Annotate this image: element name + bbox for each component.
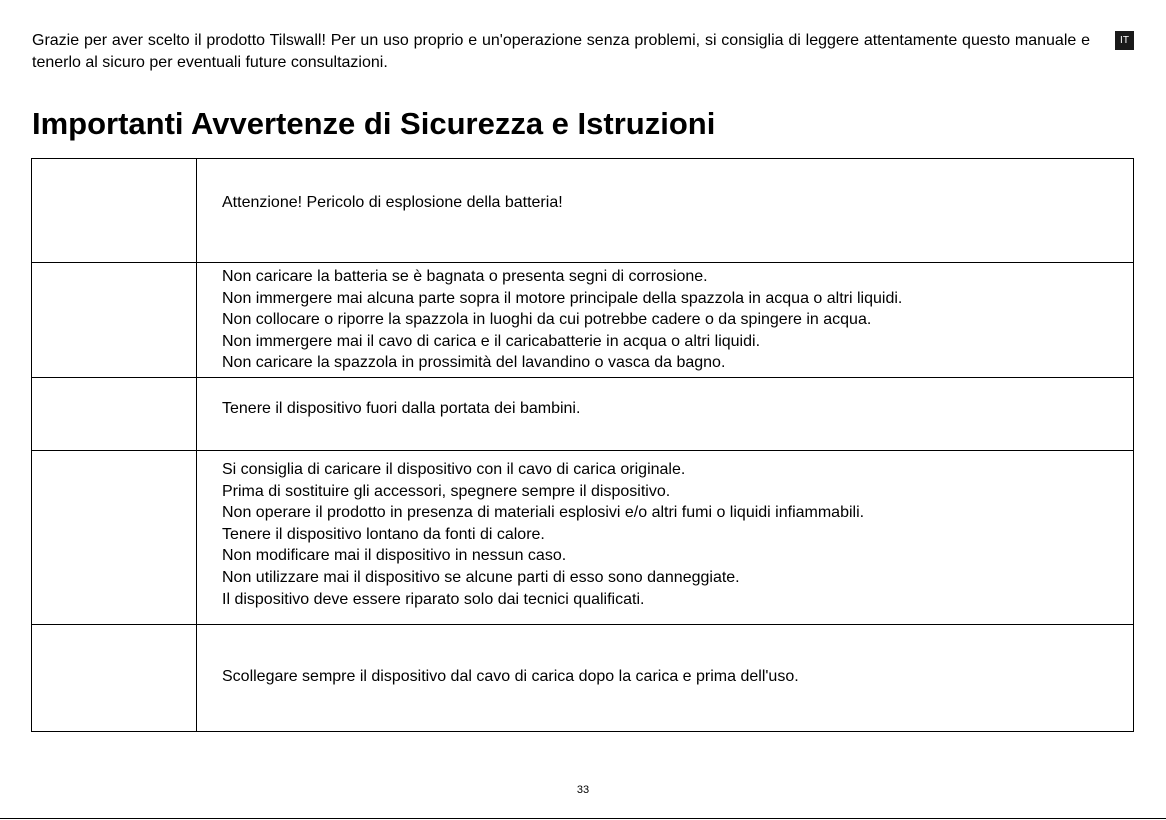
warning-icon-cell bbox=[32, 159, 197, 263]
warning-line: Scollegare sempre il dispositivo dal cavo di carica dopo la carica e prima dell'uso. bbox=[222, 668, 799, 685]
warning-line: Non utilizzare mai il dispositivo se alcune parti di esso sono danneggiate. bbox=[222, 568, 740, 586]
intro-paragraph: Grazie per aver scelto il prodotto Tilswall! Per un uso proprio e un'operazione senza problemi, si consiglia di leggere attentamente questo manuale e tenerlo al sicuro per eventuali future consultazioni. bbox=[32, 32, 1090, 71]
bottom-divider bbox=[0, 818, 1166, 819]
warning-icon-cell bbox=[32, 451, 197, 625]
warning-line: Non operare il prodotto in presenza di materiali esplosivi e/o altri fumi o liquidi infiammabili. bbox=[222, 504, 865, 522]
warning-line: Non immergere mai il cavo di carica e il caricabatterie in acqua o altri liquidi. bbox=[222, 332, 761, 350]
warning-row bbox=[32, 625, 1134, 732]
page-number: 33 bbox=[576, 784, 590, 796]
warning-line: Il dispositivo deve essere riparato solo dai tecnici qualificati. bbox=[222, 590, 645, 608]
warning-text-cell bbox=[197, 263, 1134, 378]
warning-icon-cell bbox=[32, 263, 197, 378]
warning-line: Si consiglia di caricare il dispositivo con il cavo di carica originale. bbox=[222, 461, 686, 478]
warning-text-cell bbox=[197, 451, 1134, 625]
warning-row bbox=[32, 378, 1134, 451]
language-badge: IT bbox=[1115, 31, 1134, 50]
warning-row bbox=[32, 451, 1134, 625]
warning-line: Non collocare o riporre la spazzola in luoghi da cui potrebbe cadere o da spingere in acqua. bbox=[222, 311, 872, 329]
warning-line: Non immergere mai alcuna parte sopra il motore principale della spazzola in acqua o altri liquidi. bbox=[222, 289, 903, 307]
warning-icon-cell bbox=[32, 625, 197, 732]
warning-line: Non modificare mai il dispositivo in nessun caso. bbox=[222, 547, 567, 565]
page-title: Importanti Avvertenze di Sicurezza e Istruzioni bbox=[32, 106, 716, 141]
warning-line: Non caricare la batteria se è bagnata o presenta segni di corrosione. bbox=[222, 268, 708, 285]
warning-text-cell bbox=[197, 625, 1134, 732]
warning-text-cell bbox=[197, 159, 1134, 263]
warning-line: Tenere il dispositivo lontano da fonti di calore. bbox=[222, 525, 545, 543]
warning-text-cell bbox=[197, 378, 1134, 451]
warning-line: Non caricare la spazzola in prossimità del lavandino o vasca da bagno. bbox=[222, 354, 726, 372]
warning-line: Attenzione! Pericolo di esplosione della batteria! bbox=[222, 194, 563, 211]
warning-row bbox=[32, 159, 1134, 263]
warning-line: Tenere il dispositivo fuori dalla portata dei bambini. bbox=[222, 400, 581, 417]
warning-icon-cell bbox=[32, 378, 197, 451]
warning-line: Prima di sostituire gli accessori, spegnere sempre il dispositivo. bbox=[222, 482, 671, 500]
warning-row bbox=[32, 263, 1134, 378]
safety-warnings-table bbox=[31, 158, 1134, 732]
